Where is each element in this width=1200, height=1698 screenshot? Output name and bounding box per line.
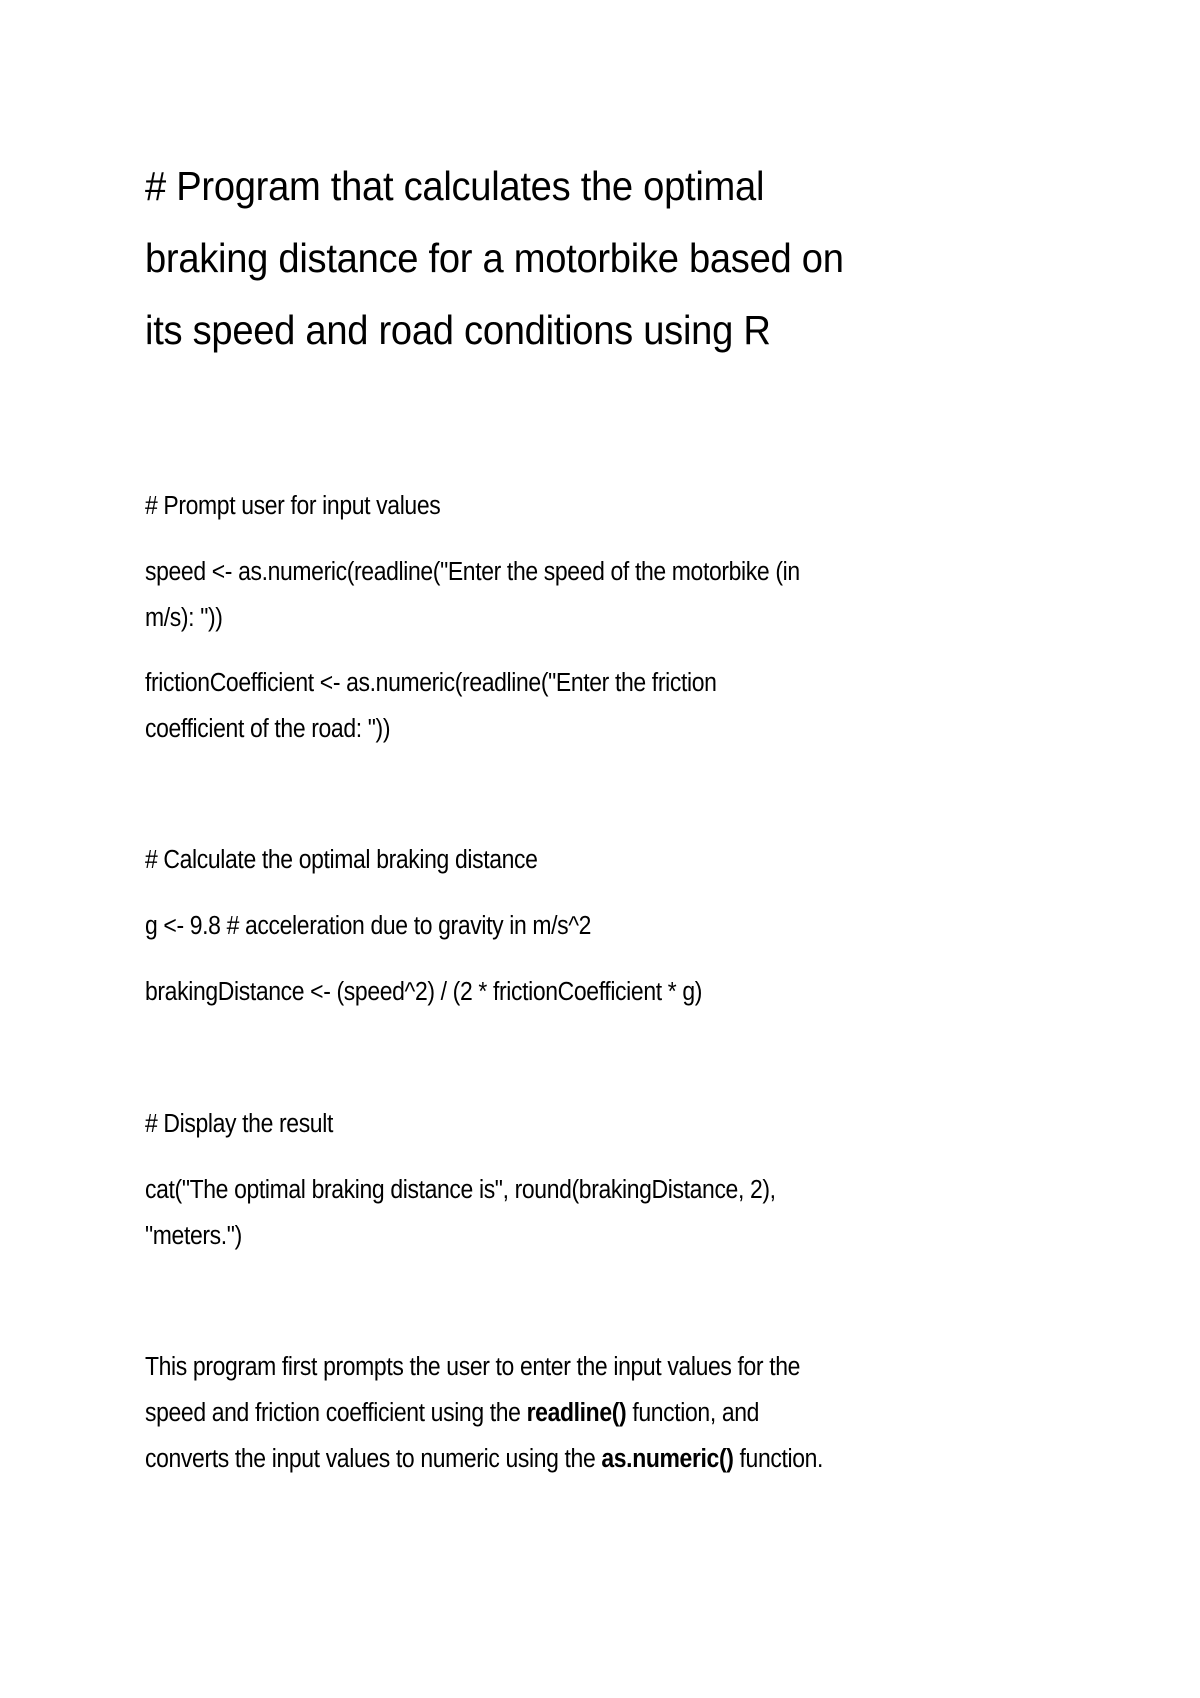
document-title bbox=[145, 150, 1038, 366]
readline-function-name: readline() bbox=[526, 1399, 627, 1427]
friction-code-line: frictionCoefficient <- as.numeric(readline("Enter the friction bbox=[145, 669, 717, 697]
explanation-line bbox=[145, 1390, 1045, 1436]
cat-code-line-cont: "meters.") bbox=[145, 1222, 242, 1250]
speed-code-line: speed <- as.numeric(readline("Enter the speed of the motorbike (in bbox=[145, 558, 800, 586]
cat-code-line: cat("The optimal braking distance is", round(brakingDistance, 2), bbox=[145, 1176, 776, 1204]
explanation-text: function, and bbox=[626, 1399, 760, 1427]
calc-comment: # Calculate the optimal braking distance bbox=[145, 846, 538, 874]
explanation-line bbox=[145, 1436, 1045, 1482]
title-line: braking distance for a motorbike based on bbox=[145, 235, 844, 281]
explanation-text: function. bbox=[733, 1445, 824, 1473]
gravity-code-line: g <- 9.8 # acceleration due to gravity in m/s^2 bbox=[145, 912, 592, 940]
as-numeric-function-name: as.numeric() bbox=[601, 1445, 734, 1473]
title-line: its speed and road conditions using R bbox=[145, 307, 771, 353]
input-comment: # Prompt user for input values bbox=[145, 492, 441, 520]
friction-code-line-cont: coefficient of the road: ")) bbox=[145, 715, 391, 743]
explanation-text: converts the input values to numeric using the bbox=[145, 1445, 602, 1473]
explanation-line: This program first prompts the user to enter the input values for the bbox=[145, 1353, 801, 1381]
speed-code-line-cont: m/s): ")) bbox=[145, 604, 223, 632]
formula-code-line: brakingDistance <- (speed^2) / (2 * frictionCoefficient * g) bbox=[145, 978, 703, 1006]
title-line: # Program that calculates the optimal bbox=[145, 163, 765, 209]
display-comment: # Display the result bbox=[145, 1110, 333, 1138]
explanation-text: speed and friction coefficient using the bbox=[145, 1399, 527, 1427]
